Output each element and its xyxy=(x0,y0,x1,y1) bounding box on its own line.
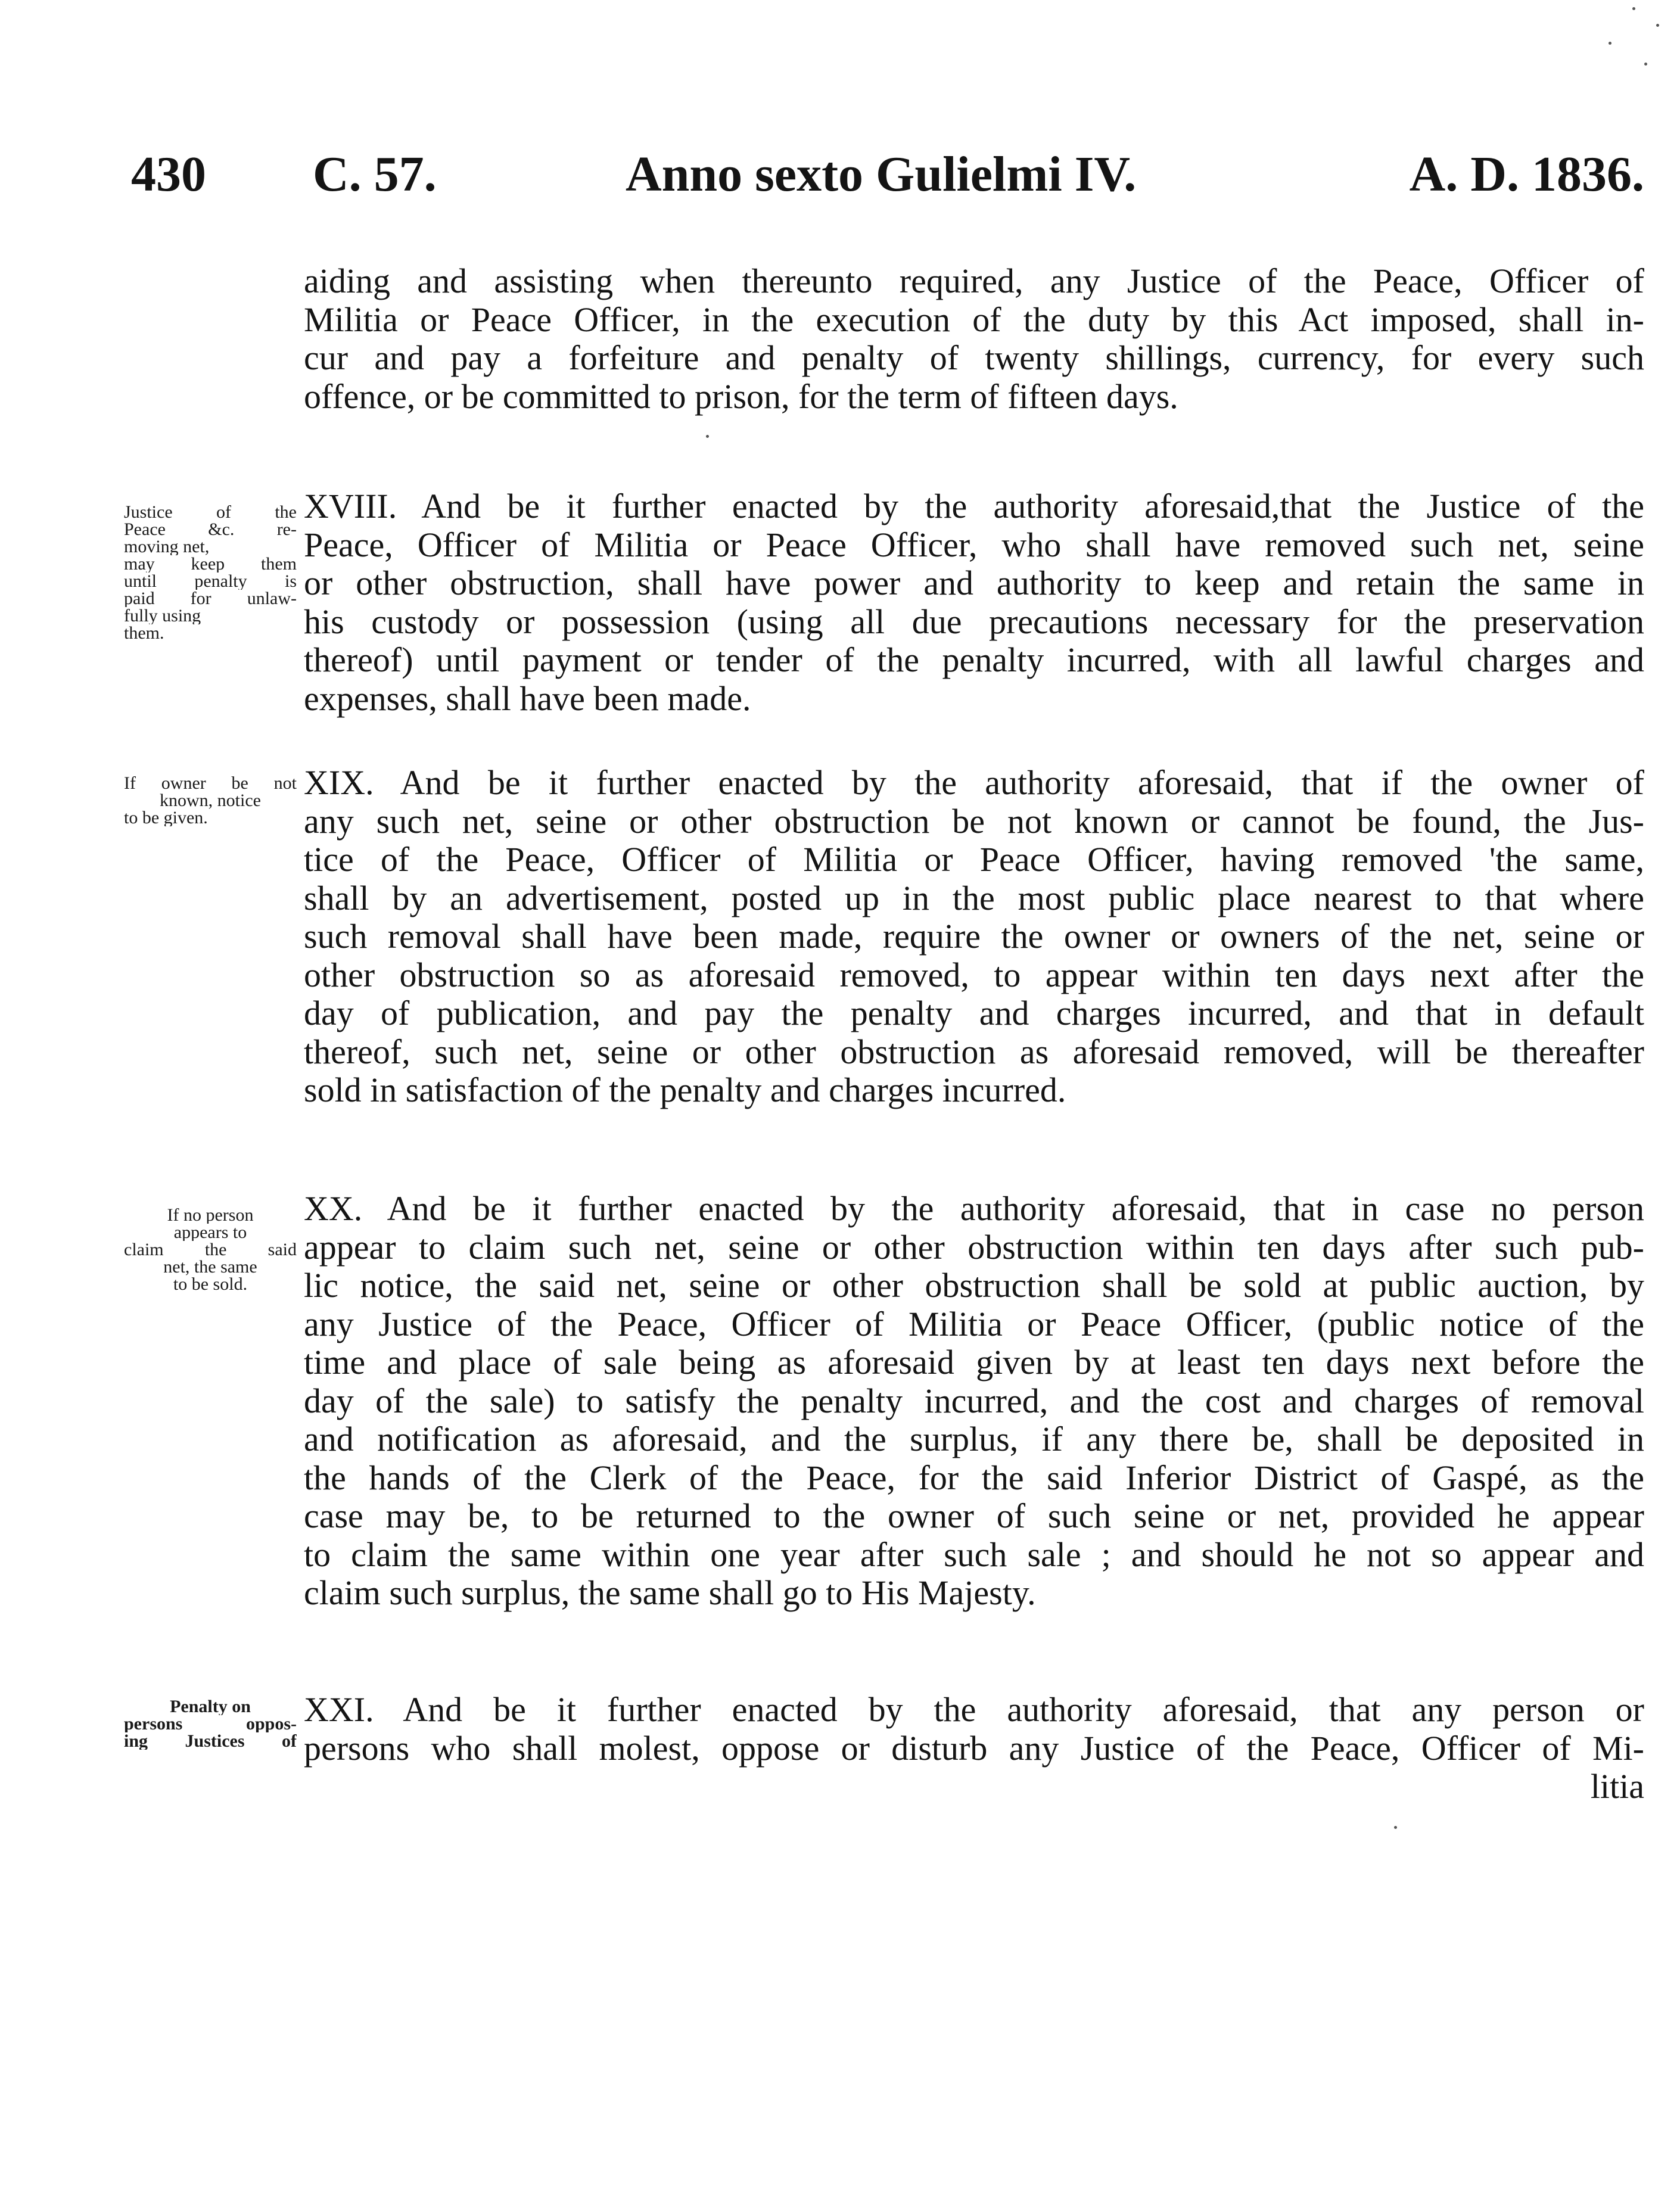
header-title: Anno sexto Gulielmi IV. xyxy=(626,147,1137,202)
margin-note-line: net, the same xyxy=(163,1258,257,1275)
scan-speck xyxy=(1632,7,1635,10)
margin-note-line: If owner be not xyxy=(124,774,297,792)
text-line: his custody or possession (using all due precautions necessary for the preservation xyxy=(304,602,1644,641)
section-xxi xyxy=(304,1691,1644,1806)
text-line: expenses, shall have been made. xyxy=(304,679,751,718)
text-line: tice of the Peace, Officer of Militia or Peace Officer, having removed 'the same, xyxy=(304,841,1644,879)
text-line: sold in satisfaction of the penalty and charges incurred. xyxy=(304,1071,1066,1109)
margin-note-line: moving net, xyxy=(124,538,210,555)
text-line: any Justice of the Peace, Officer of Militia or Peace Officer, (public notice of the xyxy=(304,1305,1644,1343)
text-line: thereof) until payment or tender of the penalty incurred, with all lawful charges and xyxy=(304,641,1644,679)
scan-speck xyxy=(1656,24,1659,27)
margin-note-line: known, notice xyxy=(160,792,261,809)
continuation-paragraph xyxy=(304,262,1644,416)
scan-speck xyxy=(706,435,709,438)
margin-note-line: Peace &c. re- xyxy=(124,521,297,538)
margin-note-xix xyxy=(124,774,297,826)
text-line: XX. And be it further enacted by the authority aforesaid, that in case no person xyxy=(304,1190,1644,1228)
margin-note-line: Justice of the xyxy=(124,503,297,521)
text-line: any such net, seine or other obstruction be not known or cannot be found, the Jus- xyxy=(304,802,1644,841)
header-year: A. D. 1836. xyxy=(1409,147,1644,202)
text-line: shall by an advertisement, posted up in the most public place nearest to that where xyxy=(304,879,1644,917)
margin-note-line: to be given. xyxy=(124,809,208,826)
margin-note-xxi xyxy=(124,1698,297,1750)
text-line: Peace, Officer of Militia or Peace Officer, who shall have removed such net, seine xyxy=(304,525,1644,564)
margin-note-line: Penalty on xyxy=(170,1698,251,1715)
running-header xyxy=(131,142,1644,207)
catchword: litia xyxy=(1590,1768,1644,1806)
margin-note-line: ing Justices of xyxy=(124,1732,297,1750)
text-line: claim such surplus, the same shall go to His Majesty. xyxy=(304,1574,1036,1612)
text-line: Militia or Peace Officer, in the execution of the duty by this Act imposed, shall in- xyxy=(304,300,1644,339)
margin-note-line: until penalty is xyxy=(124,573,297,590)
text-line: XXI. And be it further enacted by the authority aforesaid, that any person or xyxy=(304,1691,1644,1729)
margin-note-line: them. xyxy=(124,624,164,642)
margin-note-line: may keep them xyxy=(124,555,297,573)
text-line: persons who shall molest, oppose or disturb any Justice of the Peace, Officer of Mi- xyxy=(304,1729,1644,1768)
text-line: thereof, such net, seine or other obstruction as aforesaid removed, will be thereafter xyxy=(304,1032,1644,1071)
section-xx xyxy=(304,1190,1644,1613)
section-xix xyxy=(304,764,1644,1110)
text-line: to claim the same within one year after such sale ; and should he not so appear and xyxy=(304,1535,1644,1574)
text-line: and notification as aforesaid, and the surplus, if any there be, shall be deposited in xyxy=(304,1420,1644,1458)
margin-note-line: to be sold. xyxy=(173,1275,248,1293)
text-line: offence, or be committed to prison, for the term of fifteen days. xyxy=(304,377,1178,416)
margin-note-xviii xyxy=(124,503,297,642)
text-line: day of publication, and pay the penalty and charges incurred, and that in default xyxy=(304,994,1644,1032)
margin-note-line: paid for unlaw- xyxy=(124,590,297,607)
scan-speck xyxy=(1644,63,1647,66)
section-xviii xyxy=(304,487,1644,718)
text-line: XIX. And be it further enacted by the authority aforesaid, that if the owner of xyxy=(304,764,1644,802)
text-line: cur and pay a forfeiture and penalty of twenty shillings, currency, for every such xyxy=(304,339,1644,377)
margin-note-line: persons oppos- xyxy=(124,1715,297,1732)
margin-note-line: If no person xyxy=(167,1206,254,1224)
chapter-number: C. 57. xyxy=(313,147,437,202)
text-line: XVIII. And be it further enacted by the authority aforesaid,that the Justice of the xyxy=(304,487,1644,525)
text-line: or other obstruction, shall have power and authority to keep and retain the same in xyxy=(304,564,1644,602)
text-line: other obstruction so as aforesaid removed, to appear within ten days next after the xyxy=(304,956,1644,994)
text-line: case may be, to be returned to the owner of such seine or net, provided he appear xyxy=(304,1497,1644,1535)
margin-note-xx xyxy=(124,1206,297,1293)
text-line: lic notice, the said net, seine or other obstruction shall be sold at public auction, by xyxy=(304,1267,1644,1305)
text-line: day of the sale) to satisfy the penalty incurred, and the cost and charges of removal xyxy=(304,1382,1644,1420)
scan-speck xyxy=(1394,1826,1397,1829)
text-line: appear to claim such net, seine or other obstruction within ten days after such pub- xyxy=(304,1228,1644,1267)
text-line: time and place of sale being as aforesaid given by at least ten days next before the xyxy=(304,1343,1644,1382)
text-line: the hands of the Clerk of the Peace, for the said Inferior District of Gaspé, as the xyxy=(304,1458,1644,1497)
text-line: aiding and assisting when thereunto required, any Justice of the Peace, Officer of xyxy=(304,262,1644,300)
margin-note-line: fully using xyxy=(124,607,201,624)
text-line: such removal shall have been made, require the owner or owners of the net, seine or xyxy=(304,917,1644,956)
page-number: 430 xyxy=(131,147,206,202)
margin-note-line: claim the said xyxy=(124,1241,297,1258)
margin-note-line: appears to xyxy=(173,1224,247,1241)
scan-speck xyxy=(1609,42,1611,45)
